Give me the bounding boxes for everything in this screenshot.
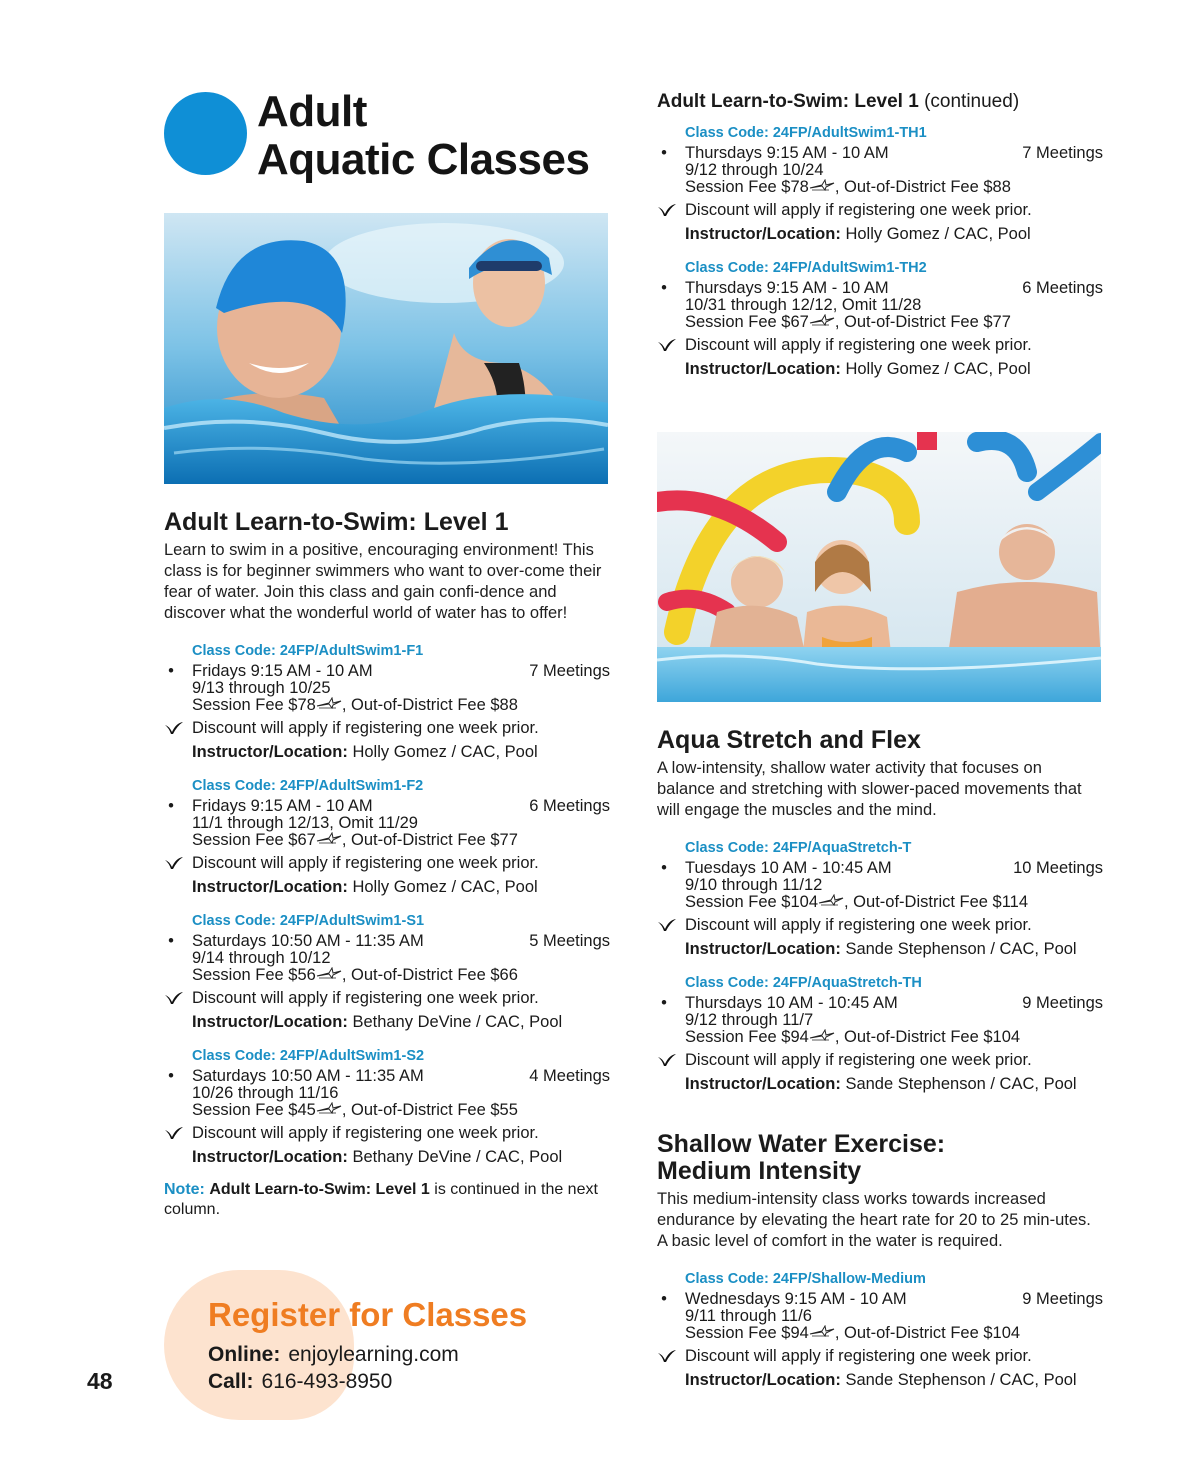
- instructor-label: Instructor/Location:: [685, 1075, 841, 1093]
- instructor-location: Holly Gomez / CAC, Pool: [845, 225, 1031, 243]
- instructor-label: Instructor/Location:: [685, 940, 841, 958]
- class-code: Class Code: 24FP/AdultSwim1-TH1: [685, 125, 927, 141]
- fee-row: [685, 1029, 1103, 1046]
- class-session: [164, 1047, 610, 1166]
- class-schedule: Fridays 9:15 AM - 10 AM: [192, 797, 373, 815]
- swim-lesson-photo: [164, 213, 608, 484]
- instructor-label: Instructor/Location:: [685, 225, 841, 243]
- instructor-location: Sande Stephenson / CAC, Pool: [845, 1075, 1077, 1093]
- instructor-row: [685, 1372, 1103, 1389]
- class-code: Class Code: 24FP/AdultSwim1-TH2: [685, 260, 927, 276]
- senior-discount-plane-icon: [316, 832, 342, 844]
- bullet-icon: •: [661, 859, 667, 877]
- discount-row: [685, 1348, 1103, 1365]
- instructor-location: Holly Gomez / CAC, Pool: [845, 360, 1031, 378]
- continued-note: [164, 1180, 610, 1220]
- page-number: 48: [87, 1368, 113, 1394]
- class-session: [657, 839, 1103, 958]
- class-session: [657, 259, 1103, 378]
- instructor-label: Instructor/Location:: [192, 1148, 348, 1166]
- class-schedule: Fridays 9:15 AM - 10 AM: [192, 662, 373, 680]
- out-of-district-fee: , Out-of-District Fee $77: [834, 313, 1011, 331]
- register-call-label: Call:: [208, 1370, 254, 1393]
- fee-row: [685, 1325, 1103, 1342]
- meeting-count: 4 Meetings: [529, 1067, 610, 1085]
- register-online-label: Online:: [208, 1343, 281, 1366]
- instructor-label: Instructor/Location:: [685, 1371, 841, 1389]
- discount-row: [192, 720, 610, 737]
- schedule-row: [661, 1290, 1103, 1308]
- register-online: [208, 1343, 459, 1367]
- senior-discount-plane-icon: [316, 1102, 342, 1114]
- class-code: Class Code: 24FP/AdultSwim1-S2: [192, 1048, 425, 1064]
- discount-text: Discount will apply if registering one week prior.: [685, 1347, 1032, 1365]
- discount-text: Discount will apply if registering one week prior.: [192, 854, 539, 872]
- instructor-location: Sande Stephenson / CAC, Pool: [845, 1371, 1077, 1389]
- instructor-label: Instructor/Location:: [685, 360, 841, 378]
- schedule-row: [168, 662, 610, 680]
- bullet-icon: •: [168, 1067, 174, 1085]
- class-dates: 9/14 through 10/12: [192, 949, 331, 967]
- discount-row: [685, 917, 1103, 934]
- instructor-row: [192, 744, 610, 761]
- bullet-icon: •: [661, 144, 667, 162]
- course-description: A low-intensity, shallow water activity that focuses on balance and stretching with slower-paced movements that will engage the muscles and the mind.: [657, 759, 1082, 819]
- fee-row: [192, 832, 610, 849]
- discount-row: [685, 337, 1103, 354]
- class-dates: 9/12 through 10/24: [685, 161, 824, 179]
- discount-check-icon: [164, 1126, 184, 1140]
- bullet-icon: •: [168, 797, 174, 815]
- session-fee: Session Fee $94: [685, 1028, 809, 1046]
- class-dates: 9/11 through 11/6: [685, 1307, 812, 1325]
- course-title-line1: Shallow Water Exercise:: [657, 1130, 946, 1158]
- schedule-row: [661, 279, 1103, 297]
- instructor-location: Sande Stephenson / CAC, Pool: [845, 940, 1077, 958]
- discount-text: Discount will apply if registering one week prior.: [192, 1124, 539, 1142]
- schedule-row: [661, 994, 1103, 1012]
- course-title: Aqua Stretch and Flex: [657, 726, 921, 754]
- instructor-location: Holly Gomez / CAC, Pool: [352, 878, 538, 896]
- discount-check-icon: [657, 1053, 677, 1067]
- instructor-row: [685, 361, 1103, 378]
- meeting-count: 9 Meetings: [1022, 994, 1103, 1012]
- out-of-district-fee: , Out-of-District Fee $114: [844, 893, 1029, 911]
- class-session: [164, 777, 610, 896]
- out-of-district-fee: , Out-of-District Fee $104: [834, 1324, 1021, 1342]
- aqua-fitness-photo: [657, 432, 1101, 702]
- class-schedule: Saturdays 10:50 AM - 11:35 AM: [192, 932, 424, 950]
- page-title-line2: Aquatic Classes: [257, 135, 590, 184]
- fee-row: [192, 967, 610, 984]
- course-description: Learn to swim in a positive, encouraging environment! This class is for beginner swimmers who want to over-come their fear of water. Join this class and gain confi-dence and discover what the wonderful world of water has to offer!: [164, 541, 602, 622]
- meeting-count: 5 Meetings: [529, 932, 610, 950]
- discount-text: Discount will apply if registering one week prior.: [685, 201, 1032, 219]
- register-call: [208, 1370, 392, 1394]
- class-schedule: Thursdays 9:15 AM - 10 AM: [685, 144, 889, 162]
- note-label: Note:: [164, 1181, 205, 1198]
- bullet-icon: •: [168, 662, 174, 680]
- class-dates: 11/1 through 12/13, Omit 11/29: [192, 814, 418, 832]
- session-fee: Session Fee $67: [192, 831, 316, 849]
- session-list: [657, 839, 1103, 1093]
- class-schedule: Tuesdays 10 AM - 10:45 AM: [685, 859, 892, 877]
- instructor-row: [192, 1149, 610, 1166]
- class-dates: 10/26 through 11/16: [192, 1084, 339, 1102]
- senior-discount-plane-icon: [809, 1029, 835, 1041]
- schedule-row: [168, 1067, 610, 1085]
- discount-check-icon: [657, 918, 677, 932]
- shallow-water-course: [657, 1131, 1103, 1405]
- meeting-count: 6 Meetings: [1022, 279, 1103, 297]
- class-session: [657, 974, 1103, 1093]
- out-of-district-fee: , Out-of-District Fee $66: [341, 966, 518, 984]
- header-circle: [164, 92, 247, 175]
- course-description: This medium-intensity class works towards increased endurance by elevating the heart rate for 20 to 25 min-utes. A basic level of comfort in the water is required.: [657, 1190, 1091, 1250]
- class-code: Class Code: 24FP/AdultSwim1-F2: [192, 778, 424, 794]
- class-code: Class Code: 24FP/Shallow-Medium: [685, 1271, 926, 1287]
- aqua-stretch-course: [657, 727, 1103, 1109]
- discount-row: [192, 855, 610, 872]
- class-schedule: Saturdays 10:50 AM - 11:35 AM: [192, 1067, 424, 1085]
- bullet-icon: •: [661, 1290, 667, 1308]
- register-title: Register for Classes: [208, 1296, 528, 1333]
- continued-suffix: (continued): [918, 91, 1020, 112]
- bullet-icon: •: [661, 279, 667, 297]
- class-schedule: Thursdays 9:15 AM - 10 AM: [685, 279, 889, 297]
- senior-discount-plane-icon: [316, 967, 342, 979]
- senior-discount-plane-icon: [809, 1325, 835, 1337]
- meeting-count: 10 Meetings: [1013, 859, 1103, 877]
- instructor-label: Instructor/Location:: [192, 743, 348, 761]
- fee-row: [685, 894, 1103, 911]
- class-schedule: Wednesdays 9:15 AM - 10 AM: [685, 1290, 907, 1308]
- course-title: Adult Learn-to-Swim: Level 1: [164, 508, 509, 536]
- discount-check-icon: [164, 721, 184, 735]
- instructor-location: Bethany DeVine / CAC, Pool: [352, 1013, 563, 1031]
- session-list: [657, 124, 1103, 378]
- instructor-row: [685, 941, 1103, 958]
- note-course-name: Adult Learn-to-Swim: Level 1: [209, 1181, 430, 1198]
- class-code: Class Code: 24FP/AdultSwim1-F1: [192, 643, 424, 659]
- meeting-count: 6 Meetings: [529, 797, 610, 815]
- meeting-count: 9 Meetings: [1022, 1290, 1103, 1308]
- class-dates: 10/31 through 12/12, Omit 11/28: [685, 296, 922, 314]
- discount-row: [685, 1052, 1103, 1069]
- instructor-row: [685, 226, 1103, 243]
- register-online-link[interactable]: enjoylearning.com: [288, 1343, 459, 1366]
- senior-discount-plane-icon: [809, 314, 835, 326]
- class-session: [657, 124, 1103, 243]
- continued-title: Adult Learn-to-Swim: Level 1: [657, 91, 919, 112]
- session-list: [164, 642, 610, 1166]
- session-fee: Session Fee $104: [685, 893, 819, 911]
- discount-text: Discount will apply if registering one week prior.: [685, 1051, 1032, 1069]
- class-dates: 9/10 through 11/12: [685, 876, 823, 894]
- session-fee: Session Fee $78: [192, 696, 316, 714]
- session-fee: Session Fee $67: [685, 313, 809, 331]
- class-dates: 9/12 through 11/7: [685, 1011, 814, 1029]
- register-phone[interactable]: 616-493-8950: [261, 1370, 393, 1393]
- out-of-district-fee: , Out-of-District Fee $88: [834, 178, 1011, 196]
- discount-row: [192, 1125, 610, 1142]
- session-list: [657, 1270, 1103, 1389]
- senior-discount-plane-icon: [316, 697, 342, 709]
- session-fee: Session Fee $78: [685, 178, 809, 196]
- discount-check-icon: [657, 203, 677, 217]
- session-fee: Session Fee $45: [192, 1101, 316, 1119]
- meeting-count: 7 Meetings: [1022, 144, 1103, 162]
- schedule-row: [661, 859, 1103, 877]
- class-dates: 9/13 through 10/25: [192, 679, 331, 697]
- discount-check-icon: [164, 991, 184, 1005]
- course-title-line2: Medium Intensity: [657, 1157, 862, 1185]
- instructor-label: Instructor/Location:: [192, 878, 348, 896]
- discount-text: Discount will apply if registering one week prior.: [192, 989, 539, 1007]
- instructor-label: Instructor/Location:: [192, 1013, 348, 1031]
- senior-discount-plane-icon: [809, 179, 835, 191]
- class-session: [164, 642, 610, 761]
- fee-row: [192, 697, 610, 714]
- discount-row: [685, 202, 1103, 219]
- session-fee: Session Fee $56: [192, 966, 316, 984]
- page-title: [257, 88, 589, 184]
- class-code: Class Code: 24FP/AquaStretch-TH: [685, 975, 922, 991]
- schedule-row: [661, 144, 1103, 162]
- meeting-count: 7 Meetings: [529, 662, 610, 680]
- out-of-district-fee: , Out-of-District Fee $55: [341, 1101, 518, 1119]
- discount-text: Discount will apply if registering one week prior.: [192, 719, 539, 737]
- instructor-row: [192, 1014, 610, 1031]
- senior-discount-plane-icon: [818, 894, 844, 906]
- fee-row: [685, 314, 1103, 331]
- discount-check-icon: [657, 1349, 677, 1363]
- out-of-district-fee: , Out-of-District Fee $88: [341, 696, 518, 714]
- note-text: is continued in the next column.: [164, 1181, 598, 1218]
- discount-check-icon: [164, 856, 184, 870]
- continued-heading: [657, 90, 1103, 114]
- session-fee: Session Fee $94: [685, 1324, 809, 1342]
- discount-check-icon: [657, 338, 677, 352]
- schedule-row: [168, 932, 610, 950]
- out-of-district-fee: , Out-of-District Fee $77: [341, 831, 518, 849]
- discount-text: Discount will apply if registering one week prior.: [685, 916, 1032, 934]
- instructor-row: [192, 879, 610, 896]
- discount-row: [192, 990, 610, 1007]
- instructor-location: Holly Gomez / CAC, Pool: [352, 743, 538, 761]
- out-of-district-fee: , Out-of-District Fee $104: [834, 1028, 1021, 1046]
- bullet-icon: •: [168, 932, 174, 950]
- right-continued-course: [657, 90, 1103, 394]
- page-title-line1: Adult: [257, 87, 367, 136]
- bullet-icon: •: [661, 994, 667, 1012]
- schedule-row: [168, 797, 610, 815]
- discount-text: Discount will apply if registering one week prior.: [685, 336, 1032, 354]
- fee-row: [685, 179, 1103, 196]
- instructor-location: Bethany DeVine / CAC, Pool: [352, 1148, 563, 1166]
- class-session: [657, 1270, 1103, 1389]
- class-code: Class Code: 24FP/AquaStretch-T: [685, 840, 912, 856]
- course-title: [657, 1131, 1103, 1185]
- instructor-row: [685, 1076, 1103, 1093]
- class-code: Class Code: 24FP/AdultSwim1-S1: [192, 913, 425, 929]
- fee-row: [192, 1102, 610, 1119]
- class-session: [164, 912, 610, 1031]
- class-schedule: Thursdays 10 AM - 10:45 AM: [685, 994, 898, 1012]
- left-course: [164, 509, 610, 1220]
